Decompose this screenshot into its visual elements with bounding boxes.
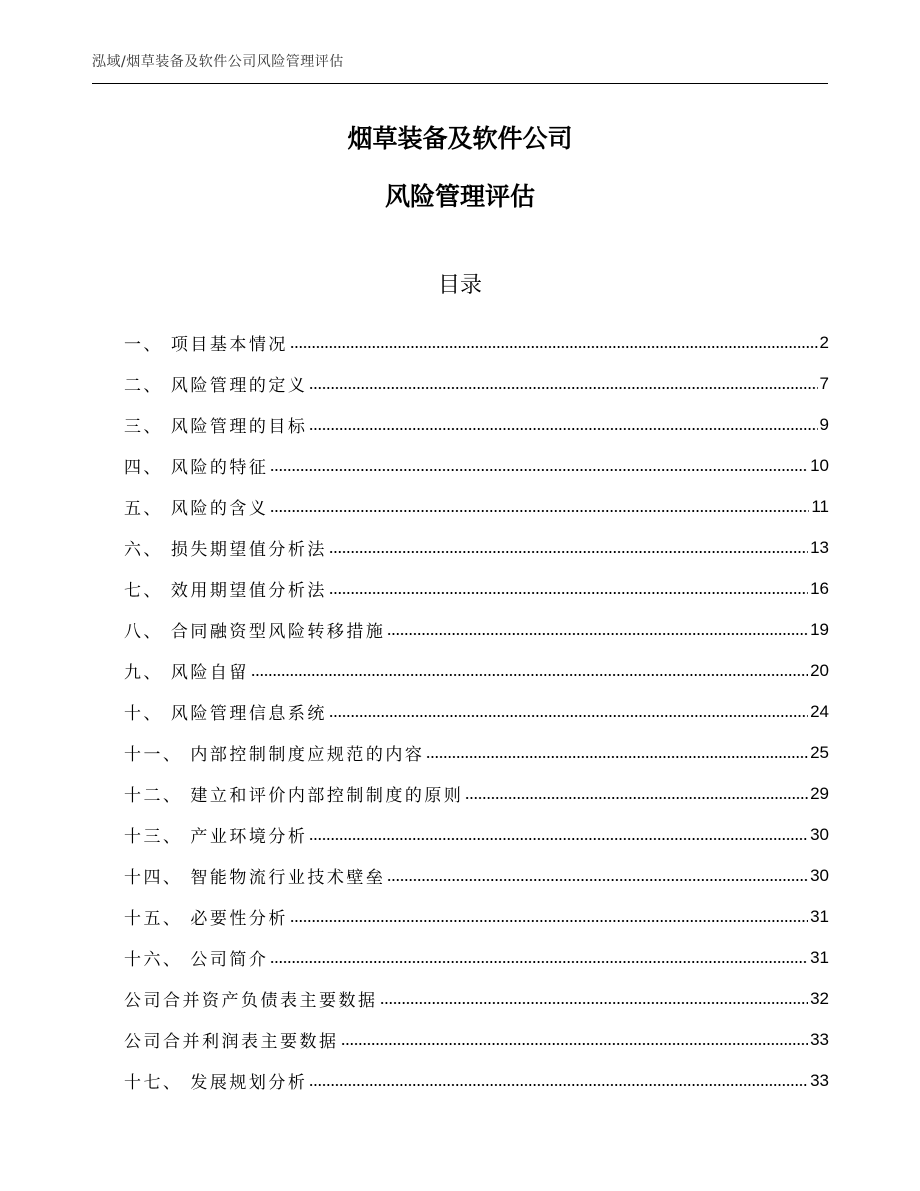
toc-entry-page: 19 bbox=[810, 619, 829, 639]
toc-entry[interactable] bbox=[124, 609, 829, 650]
toc-leader-dots bbox=[329, 551, 808, 553]
toc-entry-page: 7 bbox=[819, 373, 829, 393]
toc-leader-dots bbox=[341, 1043, 809, 1045]
toc-entry[interactable] bbox=[124, 937, 829, 978]
toc-entry[interactable] bbox=[124, 1019, 829, 1060]
header-text: 泓域/烟草装备及软件公司风险管理评估 bbox=[92, 54, 344, 70]
toc-entry[interactable] bbox=[124, 978, 829, 1019]
toc-leader-dots bbox=[270, 961, 808, 963]
toc-leader-dots bbox=[465, 797, 808, 799]
toc-entry-label: 三、 风险管理的目标 bbox=[124, 417, 308, 437]
toc-entry[interactable] bbox=[124, 486, 829, 527]
toc-entry-page: 31 bbox=[810, 947, 829, 967]
toc-entry-page: 33 bbox=[810, 1029, 829, 1049]
page-header bbox=[92, 53, 828, 84]
toc-entry-page: 24 bbox=[810, 701, 829, 721]
toc-entry-label: 公司合并资产负债表主要数据 bbox=[124, 991, 378, 1011]
toc-entry[interactable] bbox=[124, 568, 829, 609]
toc-heading: 目录 bbox=[437, 273, 482, 298]
toc-entry-page: 31 bbox=[810, 906, 829, 926]
toc-entry-label: 十四、 智能物流行业技术壁垒 bbox=[124, 868, 386, 888]
toc-leader-dots bbox=[387, 879, 808, 881]
toc-entry-label: 十、 风险管理信息系统 bbox=[124, 704, 327, 724]
toc-entry-label: 二、 风险管理的定义 bbox=[124, 376, 308, 396]
toc-entry[interactable] bbox=[124, 691, 829, 732]
toc-entry-label: 十七、 发展规划分析 bbox=[124, 1073, 308, 1093]
toc-leader-dots bbox=[270, 510, 809, 512]
table-of-contents bbox=[124, 322, 829, 1101]
toc-entry[interactable] bbox=[124, 445, 829, 486]
toc-entry[interactable] bbox=[124, 773, 829, 814]
toc-entry-page: 30 bbox=[810, 824, 829, 844]
toc-leader-dots bbox=[270, 469, 808, 471]
toc-entry-page: 29 bbox=[810, 783, 829, 803]
toc-entry-page: 13 bbox=[810, 537, 829, 557]
toc-entry[interactable] bbox=[124, 855, 829, 896]
toc-entry-page: 2 bbox=[819, 332, 829, 352]
toc-entry-page: 11 bbox=[811, 496, 829, 516]
toc-entry[interactable] bbox=[124, 814, 829, 855]
toc-entry[interactable] bbox=[124, 363, 829, 404]
toc-leader-dots bbox=[329, 592, 808, 594]
toc-leader-dots bbox=[309, 387, 817, 389]
toc-entry-label: 十二、 建立和评价内部控制制度的原则 bbox=[124, 786, 464, 806]
toc-entry-label: 九、 风险自留 bbox=[124, 663, 249, 683]
toc-entry[interactable] bbox=[124, 1060, 829, 1101]
toc-entry-label: 公司合并利润表主要数据 bbox=[124, 1032, 339, 1052]
toc-leader-dots bbox=[329, 715, 808, 717]
document-title-line-1: 烟草装备及软件公司 bbox=[347, 124, 573, 153]
toc-entry-label: 十五、 必要性分析 bbox=[124, 909, 288, 929]
toc-entry[interactable] bbox=[124, 896, 829, 937]
toc-entry-label: 八、 合同融资型风险转移措施 bbox=[124, 622, 386, 642]
toc-leader-dots bbox=[251, 674, 808, 676]
toc-entry-label: 十三、 产业环境分析 bbox=[124, 827, 308, 847]
toc-entry-page: 30 bbox=[810, 865, 829, 885]
toc-entry-page: 16 bbox=[810, 578, 829, 598]
toc-entry-page: 9 bbox=[819, 414, 829, 434]
toc-entry-page: 33 bbox=[810, 1070, 829, 1090]
toc-entry-label: 七、 效用期望值分析法 bbox=[124, 581, 327, 601]
toc-entry-label: 五、 风险的含义 bbox=[124, 499, 269, 519]
toc-entry[interactable] bbox=[124, 732, 829, 773]
toc-entry[interactable] bbox=[124, 404, 829, 445]
document-title-line-2: 风险管理评估 bbox=[384, 182, 535, 211]
toc-leader-dots bbox=[309, 1084, 808, 1086]
toc-leader-dots bbox=[309, 838, 808, 840]
toc-leader-dots bbox=[290, 346, 818, 348]
toc-entry-page: 20 bbox=[810, 660, 829, 680]
toc-entry-label: 四、 风险的特征 bbox=[124, 458, 269, 478]
toc-entry-label: 十一、 内部控制制度应规范的内容 bbox=[124, 745, 425, 765]
toc-leader-dots bbox=[387, 633, 808, 635]
toc-entry[interactable] bbox=[124, 650, 829, 691]
toc-entry-page: 32 bbox=[810, 988, 829, 1008]
toc-entry[interactable] bbox=[124, 527, 829, 568]
toc-leader-dots bbox=[380, 1002, 809, 1004]
toc-entry-label: 六、 损失期望值分析法 bbox=[124, 540, 327, 560]
toc-leader-dots bbox=[309, 428, 817, 430]
toc-entry[interactable] bbox=[124, 322, 829, 363]
toc-entry-page: 25 bbox=[810, 742, 829, 762]
toc-entry-page: 10 bbox=[810, 455, 829, 475]
toc-entry-label: 十六、 公司简介 bbox=[124, 950, 269, 970]
toc-leader-dots bbox=[290, 920, 808, 922]
toc-entry-label: 一、 项目基本情况 bbox=[124, 335, 288, 355]
toc-leader-dots bbox=[426, 756, 808, 758]
